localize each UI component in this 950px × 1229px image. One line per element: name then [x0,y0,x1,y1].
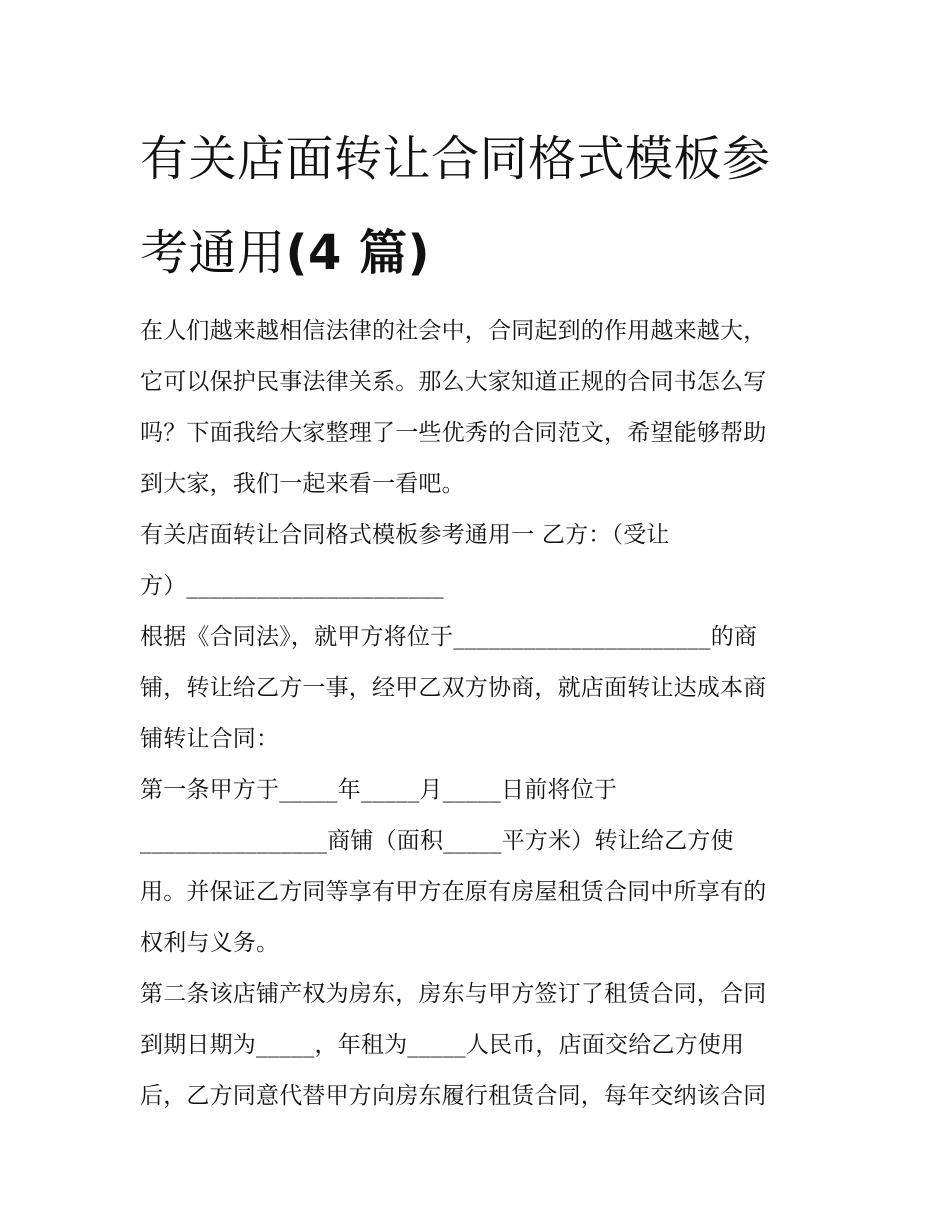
text-line: 到大家，我们一起来看一看吧。 [140,471,465,497]
text-line: 根据《合同法》，就甲方将位于______________________的商 [140,624,758,650]
text-line: 权利与义务。 [140,930,280,956]
title-line-2-text: 考通用 [140,225,286,281]
document-page [140,112,820,1122]
text-line: 方）______________________ [140,573,444,599]
text-line: 吗？下面我给大家整理了一些优秀的合同范文，希望能够帮助 [140,420,767,446]
document-title [140,112,820,300]
text-line: 它可以保护民事法律关系。那么大家知道正规的合同书怎么写 [140,369,767,395]
title-count: (4 篇) [285,225,431,281]
text-line: 铺，转让给乙方一事，经甲乙双方协商，就店面转让达成本商 [140,675,767,701]
text-line: ________________商铺（面积_____平方米）转让给乙方使 [140,828,734,854]
text-line: 到期日期为_____，年租为_____人民币，店面交给乙方使用 [140,1032,745,1058]
text-line: 第一条甲方于_____年_____月_____日前将位于 [140,777,618,803]
title-line-2 [140,206,820,300]
text-line: 用。并保证乙方同等享有甲方在原有房屋租赁合同中所享有的 [140,879,767,905]
text-line: 有关店面转让合同格式模板参考通用一 乙方：（受让 [140,522,670,548]
text-line: 铺转让合同： [140,726,280,752]
document-body [140,306,820,1122]
text-line: 后，乙方同意代替甲方向房东履行租赁合同，每年交纳该合同 [140,1083,767,1109]
text-line: 第二条该店铺产权为房东，房东与甲方签订了租赁合同，合同 [140,981,767,1007]
title-line-1: 有关店面转让合同格式模板参 [140,131,771,187]
text-line: 在人们越来越相信法律的社会中，合同起到的作用越来越大， [140,318,767,344]
